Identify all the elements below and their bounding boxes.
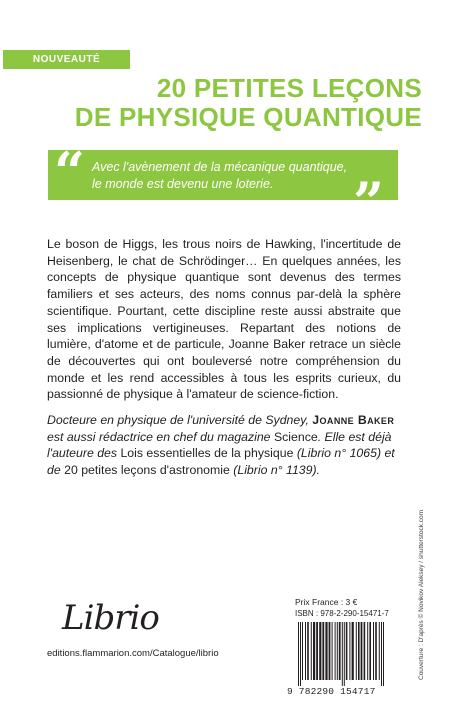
isbn: ISBN : 978-2-290-15471-7	[295, 609, 389, 618]
bio-part-1: Docteure en physique de l'université de Sydney,	[47, 413, 313, 427]
barcode-bar	[361, 622, 363, 680]
barcode-bar	[298, 622, 299, 686]
quote-line-2: le monde est devenu une loterie.	[92, 177, 274, 191]
barcode-bar	[367, 622, 368, 680]
new-badge: NOUVEAUTÉ	[3, 50, 130, 69]
price: Prix France : 3 €	[295, 597, 358, 607]
book-2-title: 20 petites leçons d'astronomie	[64, 463, 230, 478]
barcode-bar	[383, 622, 384, 686]
title-line-1: 20 PETITES LEÇONS	[156, 73, 422, 103]
cover-credit-text: Couverture : D'après © Novikov Aleksey / shutterstock.com	[418, 509, 425, 680]
bio-part-2: est aussi rédactrice en chef du magazine	[47, 429, 274, 444]
bio-part-5: (Librio n° 1139).	[229, 463, 320, 478]
barcode-bar	[316, 622, 318, 680]
barcode-bar	[319, 622, 321, 680]
barcode-bar	[313, 622, 315, 680]
barcode-bar	[311, 622, 312, 680]
barcode-bar	[358, 622, 360, 680]
barcode-bar	[346, 622, 348, 680]
barcode-bar	[352, 622, 354, 680]
barcode-bar	[307, 622, 309, 680]
quote-line-1: Avec l'avènement de la mécanique quantique,	[92, 160, 348, 174]
barcode-bar	[342, 622, 343, 686]
barcode-bar	[344, 622, 345, 686]
bio-part-3: . Elle est déjà l'auteure des	[47, 429, 392, 461]
publisher-logo: Librio	[62, 598, 159, 638]
barcode-bar	[356, 622, 357, 680]
publisher-url[interactable]: editions.flammarion.com/Catalogue/librio	[47, 648, 219, 659]
barcode-bar	[373, 622, 374, 680]
barcode-bar	[349, 622, 350, 680]
barcode-bar	[375, 622, 377, 680]
barcode-bar	[335, 622, 336, 680]
author-name: Joanne Baker	[312, 413, 395, 427]
bio-part-4: (Librio n° 1065) et de	[47, 446, 395, 478]
barcode-bar	[305, 622, 306, 680]
barcode-bar	[364, 622, 366, 680]
barcode-bar	[325, 622, 327, 680]
barcode-bar	[339, 622, 341, 680]
title-line-2: DE PHYSIQUE QUANTIQUE	[74, 102, 422, 132]
close-quote-icon: ”	[352, 170, 384, 234]
barcode-bar	[337, 622, 338, 680]
cover-credit	[417, 509, 427, 680]
barcode-digits: 9 782290 154717	[287, 686, 376, 697]
barcode-bar	[381, 622, 382, 686]
barcode-bar	[329, 622, 331, 680]
author-bio	[47, 412, 401, 479]
barcode-bar	[332, 622, 333, 680]
magazine-name: Science	[273, 429, 318, 444]
barcode-bar	[322, 622, 324, 680]
quote-box	[48, 140, 398, 234]
book-1-title: Lois essentielles de la physique	[120, 446, 294, 461]
barcode-bar	[369, 622, 371, 680]
book-description: Le boson de Higgs, les trous noirs de Hawking, l'incertitude de Heisenberg, le chat de Schrödinger… En quelques années, les concepts de physique quantique sont devenus des termes familiers et ses acteurs, des noms connus par-delà la sphère scientifique. Pourtant, cette discipline reste aussi abstraite que ses implications vertigineuses. Repartant des notions de lumière, d'atome et de particule, Joanne Baker retrace un siècle de découvertes qui ont bouleversé notre compréhension du monde et les rend accessibles à tous les esprits curieux, du passionné de physique à l'amateur de science-fiction.	[47, 237, 401, 402]
book-title	[75, 74, 422, 132]
open-quote-icon: “	[54, 140, 86, 204]
quote-text	[92, 159, 392, 193]
barcode-bar	[300, 622, 301, 686]
barcode-bar	[302, 622, 303, 680]
barcode	[296, 622, 408, 686]
barcode-bar	[379, 622, 380, 680]
